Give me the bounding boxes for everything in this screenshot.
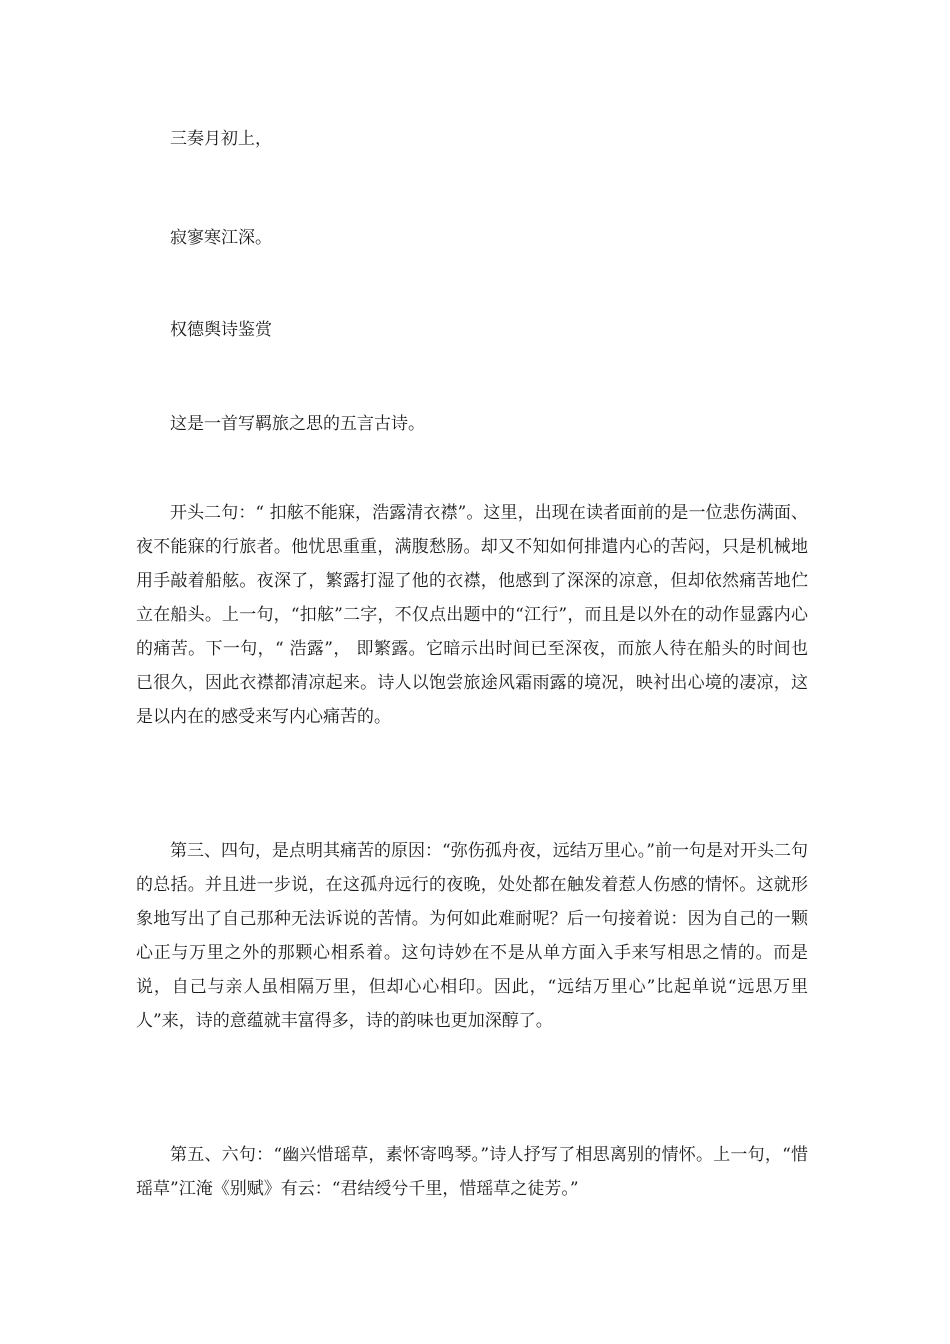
verse-line-2: 寂寥寒江深。 bbox=[170, 228, 272, 248]
intro-line: 这是一首写羁旅之思的五言古诗。 bbox=[170, 414, 425, 434]
section-heading: 权德舆诗鉴赏 bbox=[170, 320, 272, 340]
paragraph-3: 第五、六句：“幽兴惜瑶草，素怀寄鸣琴。”诗人抒写了相思离别的情怀。上一句，“惜瑶草”江淹《别赋》有云：“君结绶兮千里，惜瑶草之徒芳。” bbox=[136, 1145, 808, 1199]
paragraph-2: 第三、四句，是点明其痛苦的原因：“弥伤孤舟夜，远结万里心。”前一句是对开头二句的总括。并且进一步说，在这孤舟远行的夜晚，处处都在触发着惹人伤感的情怀。这就形象地写出了自己那种无法诉说的苦情。为何如此难耐呢？后一句接着说：因为自己的一颗心正与万里之外的那颗心相系着。这句诗妙在不是从单方面入手来写相思之情的。而是说，自己与亲人虽相隔万里，但却心心相印。因此，“远结万里心”比起单说“远思万里人”来，诗的意蕴就丰富得多，诗的韵味也更加深醇了。 bbox=[136, 841, 808, 1031]
verse-line-1: 三奏月初上， bbox=[170, 129, 272, 149]
paragraph-1: 开头二句：“ 扣舷不能寐，浩露清衣襟”。这里，出现在读者面前的是一位悲伤满面、夜不能寐的行旅者。他忧思重重，满腹愁肠。却又不知如何排遣内心的苦闷，只是机械地用手敲着船舷。夜深了，繁露打湿了他的衣襟，他感到了深深的凉意，但却依然痛苦地伫立在船头。上一句，“扣舷”二字，不仅点出题中的“江行”，而且是以外在的动作显露内心的痛苦。下一句，“ 浩露”， 即繁露。它暗示出时间已至深夜，而旅人待在船头的时间也已很久，因此衣襟都清凉起来。诗人以饱尝旅途风霜雨露的境况，映衬出心境的凄凉，这是以内在的感受来写内心痛苦的。 bbox=[136, 503, 808, 727]
